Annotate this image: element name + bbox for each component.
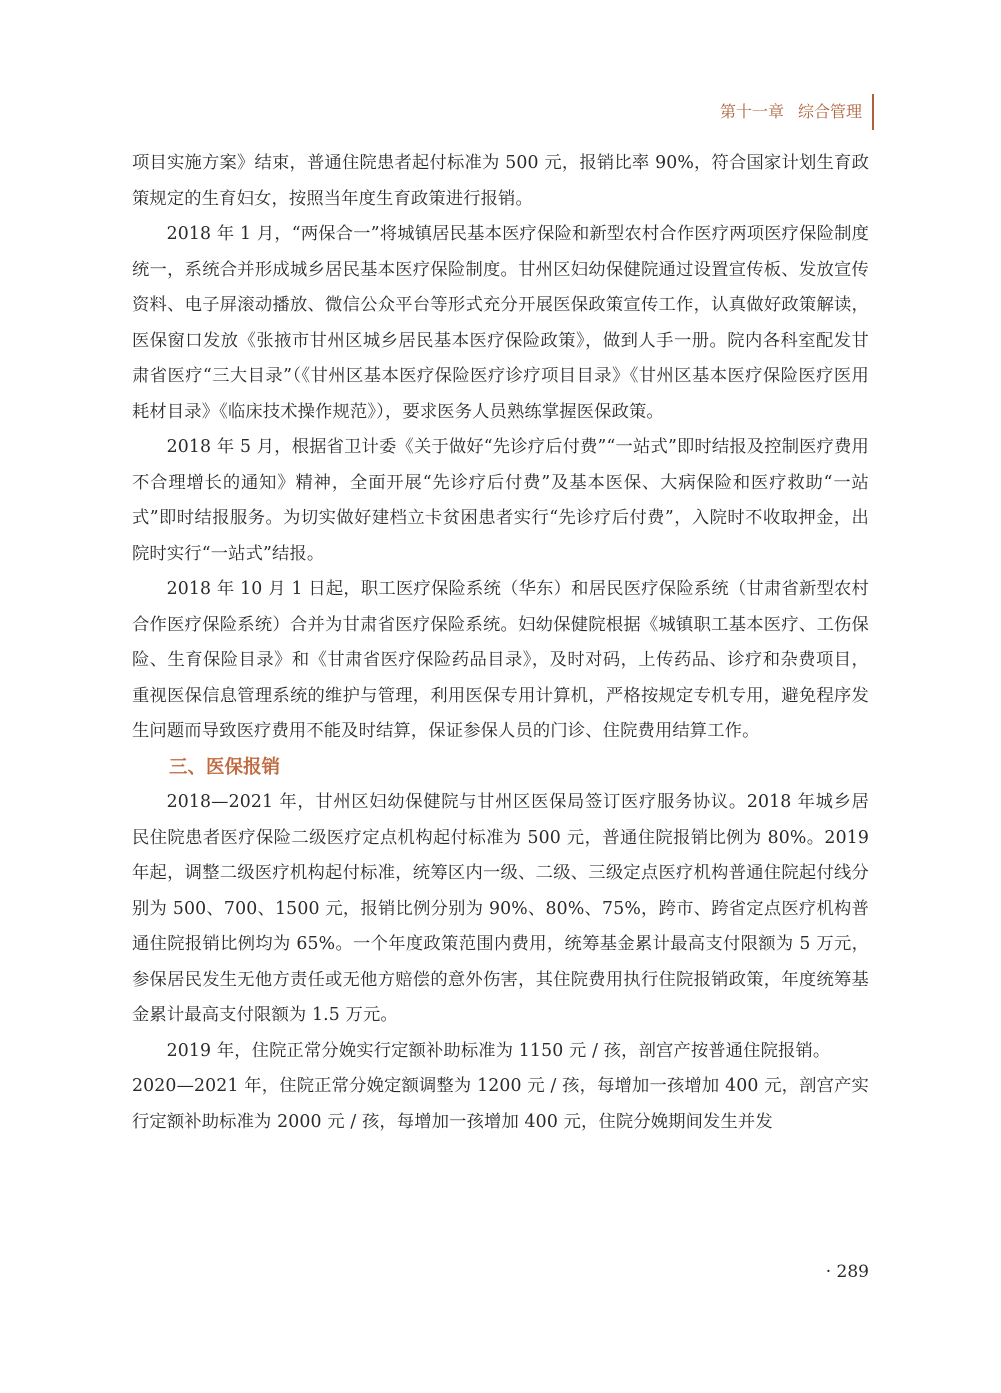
paragraph-delivery-2020-2021: 2020—2021 年，住院正常分娩定额调整为 1200 元 / 孩，每增加一孩增加 400 元，剖宫产实行定额补助标准为 2000 元 / 孩，每增加一孩增加 400 元，住院分娩期间发生并发 bbox=[132, 1076, 869, 1132]
page-number: · 289 bbox=[825, 1262, 869, 1282]
chapter-label: 第十一章 bbox=[719, 102, 784, 121]
running-header bbox=[720, 97, 862, 127]
section-label: 综合管理 bbox=[797, 102, 862, 121]
paragraph-one-stop-settlement: 2018 年 5 月，根据省卫计委《关于做好“先诊疗后付费”“一站式”即时结报及控制医疗费用不合理增长的通知》精神，全面开展“先诊疗后付费”及基本医保、大病保险和医疗救助“一站式”即时结报服务。为切实做好建档立卡贫困患者实行“先诊疗后付费”，入院时不收取押金，出院时实行“一站式”结报。 bbox=[132, 437, 869, 564]
header-divider bbox=[872, 94, 874, 130]
paragraph-reimbursement-rates: 2018—2021 年，甘州区妇幼保健院与甘州区医保局签订医疗服务协议。2018 年城乡居民住院患者医疗保险二级医疗定点机构起付标准为 500 元，普通住院报销比例为 80%。2019 年起，调整二级医疗机构起付标准，统筹区内一级、二级、三级定点医疗机构普通住院起付线分别为 500、700、1500 元，报销比例分别为 90%、80%、75%，跨市、跨省定点医疗机构普通住院报销比例均为 65%。一个年度政策范围内费用，统筹基金累计最高支付限额为 5 万元，参保居民发生无他方责任或无他方赔偿的意外伤害，其住院费用执行住院报销政策，年度统筹基金累计最高支付限额为 1.5 万元。 bbox=[132, 792, 869, 1025]
paragraph-continued: 项目实施方案》结束，普通住院患者起付标准为 500 元，报销比率 90%，符合国家计划生育政策规定的生育妇女，按照当年度生育政策进行报销。 bbox=[132, 153, 869, 209]
section-heading: 三、医保报销 bbox=[169, 756, 281, 778]
paragraph-system-merge: 2018 年 10 月 1 日起，职工医疗保险系统（华东）和居民医疗保险系统（甘肃省新型农村合作医疗保险系统）合并为甘肃省医疗保险系统。妇幼保健院根据《城镇职工基本医疗、工伤保险、生育保险目录》和《甘肃省医疗保险药品目录》，及时对码，上传药品、诊疗和杂费项目，重视医保信息管理系统的维护与管理，利用医保专用计算机，严格按规定专机专用，避免程序发生问题而导致医疗费用不能及时结算，保证参保人员的门诊、住院费用结算工作。 bbox=[132, 579, 869, 741]
page-body bbox=[132, 146, 869, 1140]
paragraph-two-insurances: 2018 年 1 月，“两保合一”将城镇居民基本医疗保险和新型农村合作医疗两项医疗保险制度统一，系统合并形成城乡居民基本医疗保险制度。甘州区妇幼保健院通过设置宣传板、发放宣传资料、电子屏滚动播放、微信公众平台等形式充分开展医保政策宣传工作，认真做好政策解读，医保窗口发放《张掖市甘州区城乡居民基本医疗保险政策》，做到人手一册。院内各科室配发甘肃省医疗“三大目录”（《甘州区基本医疗保险医疗诊疗项目目录》《甘州区基本医疗保险医疗医用耗材目录》《临床技术操作规范》），要求医务人员熟练掌握医保政策。 bbox=[132, 224, 869, 422]
paragraph-delivery-2019: 2019 年，住院正常分娩实行定额补助标准为 1150 元 / 孩，剖宫产按普通住院报销。 bbox=[166, 1040, 831, 1061]
